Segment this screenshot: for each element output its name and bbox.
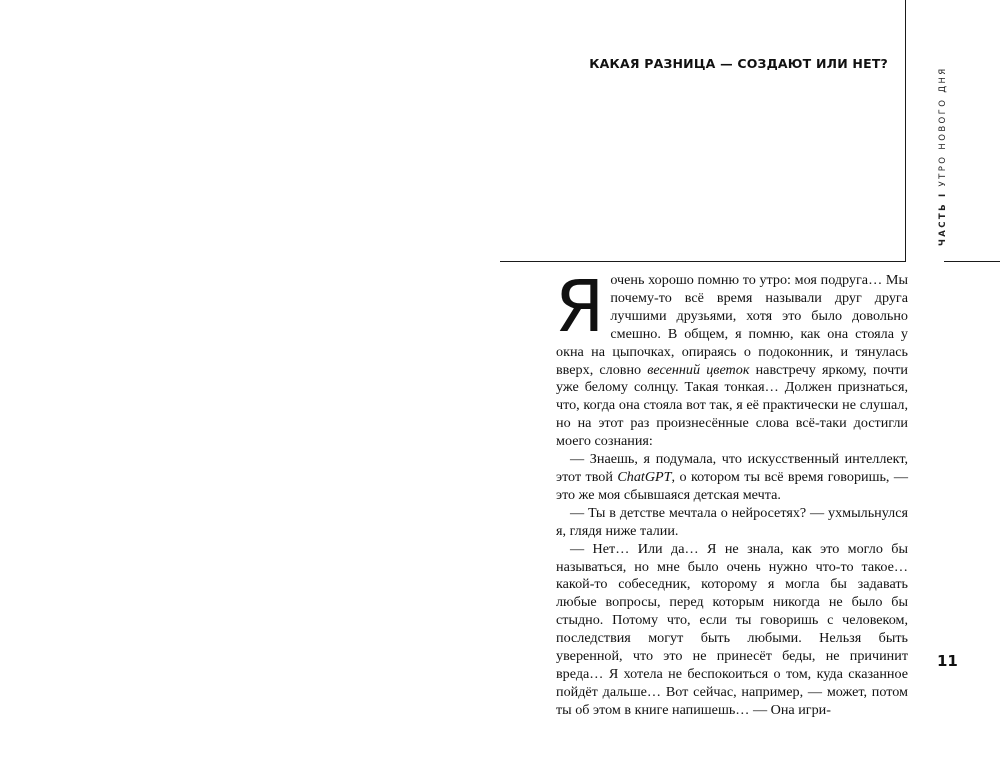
part-title: УТРО НОВОГО ДНЯ: [938, 66, 948, 187]
paragraph-2-emphasis: ChatGPT: [617, 468, 672, 485]
paragraph-2-text: — Знаешь, я подумала, что искусственный интеллект, этот твой: [556, 451, 908, 485]
part-number: I: [938, 191, 948, 198]
paragraph-1: [555, 265, 908, 451]
part-label: ЧАСТЬ: [938, 202, 948, 246]
paragraph-4: — Нет… Или да… Я не знала, как это могло бы называться, но мне было очень нужно что-то такое… какой-то собеседник, которому я могла бы задавать любые вопросы, перед которым никогда не было бы стыдно. Потому что, если ты говоришь с человеком, последствия могут быть любыми. Нельзя быть уверенной, что это не принесёт беды, не причинит вреда… Я хотела не беспокоиться о том, куда сказанное пойдёт дальше… Вот сейчас, например, — может, потом ты об этом в книге напишешь… — Она игри-: [556, 540, 908, 718]
vertical-rule: [905, 0, 906, 262]
drop-cap: Я: [555, 265, 605, 348]
paragraph-3: — Ты в детстве мечтала о нейросетях? — ухмыльнулся я, глядя ниже талии.: [556, 504, 908, 539]
horizontal-rule: [500, 261, 906, 262]
chapter-title: КАКАЯ РАЗНИЦА — СОЗДАЮТ ИЛИ НЕТ?: [589, 56, 888, 71]
body-text: [555, 265, 908, 720]
running-head: [938, 66, 948, 246]
paragraph-1-text-end: навстречу яркому, почти уже белому солнцу. Такая тонкая… Должен признаться, что, когда она стояла вот так, я её практически не слушал, но на этот раз произнесённые слова всё-таки достигли моего сознания:: [556, 361, 908, 450]
paragraph-1-emphasis: весенний цветок: [647, 361, 750, 378]
horizontal-rule-right: [944, 261, 1000, 262]
paragraph-1-text: очень хорошо помню то утро: моя подруга… Мы почему-то всё время называли друг друга лучшими друзьями, хотя это было довольно смешно. В общем, я помню, как она стояла у окна на цыпочках, опираясь о подоконник, и тянулась вверх, словно: [556, 272, 908, 378]
paragraph-2: [556, 451, 908, 505]
page-number: 11: [937, 652, 958, 670]
paragraph-2-text-end: , о котором ты всё время говоришь, — это же моя сбывшаяся детская мечта.: [556, 468, 908, 503]
